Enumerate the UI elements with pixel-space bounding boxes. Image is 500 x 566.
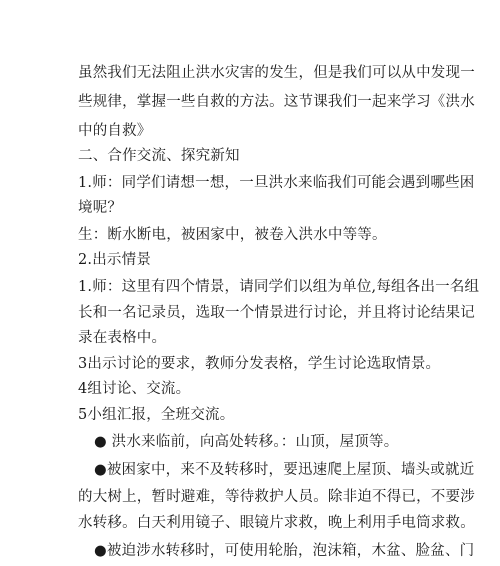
bullet-item: ● 洪水来临前，向高处转移。：山顶，屋顶等。 — [94, 434, 399, 450]
text-line: 1.师：这里有四个情景，请同学们以组为单位,每组各出一名组 — [78, 279, 480, 295]
bullet-item: ●被困家中，来不及转移时，要迅速爬上屋顶、墙头或就近 — [94, 462, 475, 478]
section-heading: 二、合作交流、探究新知 — [78, 148, 240, 164]
text-line: 录在表格中。 — [78, 330, 167, 346]
text-line: 些规律，掌握一些自救的方法。这节课我们一起来学习《洪水 — [78, 94, 475, 110]
text-line: 中的自救》 — [78, 123, 152, 139]
text-line: 水转移。白天利用镜子、眼镜片求救，晚上利用手电筒求救。 — [78, 515, 475, 531]
section-heading: 2.出示情景 — [78, 252, 152, 268]
text-line: 的大树上，暂时避难，等待救护人员。除非迫不得已，不要涉 — [78, 489, 475, 505]
text-line: 3出示讨论的要求，教师分发表格，学生讨论选取情景。 — [78, 356, 441, 372]
text-line: 4组讨论、交流。 — [78, 381, 191, 397]
text-line: 虽然我们无法阻止洪水灾害的发生，但是我们可以从中发现一 — [78, 65, 475, 81]
bullet-item: ●被迫涉水转移时，可使用轮胎，泡沫箱，木盆、脸盆、门 — [94, 543, 475, 559]
text-line: 境呢？ — [78, 200, 123, 216]
text-line: 5小组汇报，全班交流。 — [78, 407, 235, 423]
text-line: 生：断水断电，被困家中，被卷入洪水中等等。 — [78, 227, 387, 243]
text-line: 1.师：同学们请想一想，一旦洪水来临我们可能会遇到哪些困 — [78, 175, 475, 191]
text-line: 长和一名记录员，选取一个情景进行讨论，并且将讨论结果记 — [78, 305, 475, 321]
